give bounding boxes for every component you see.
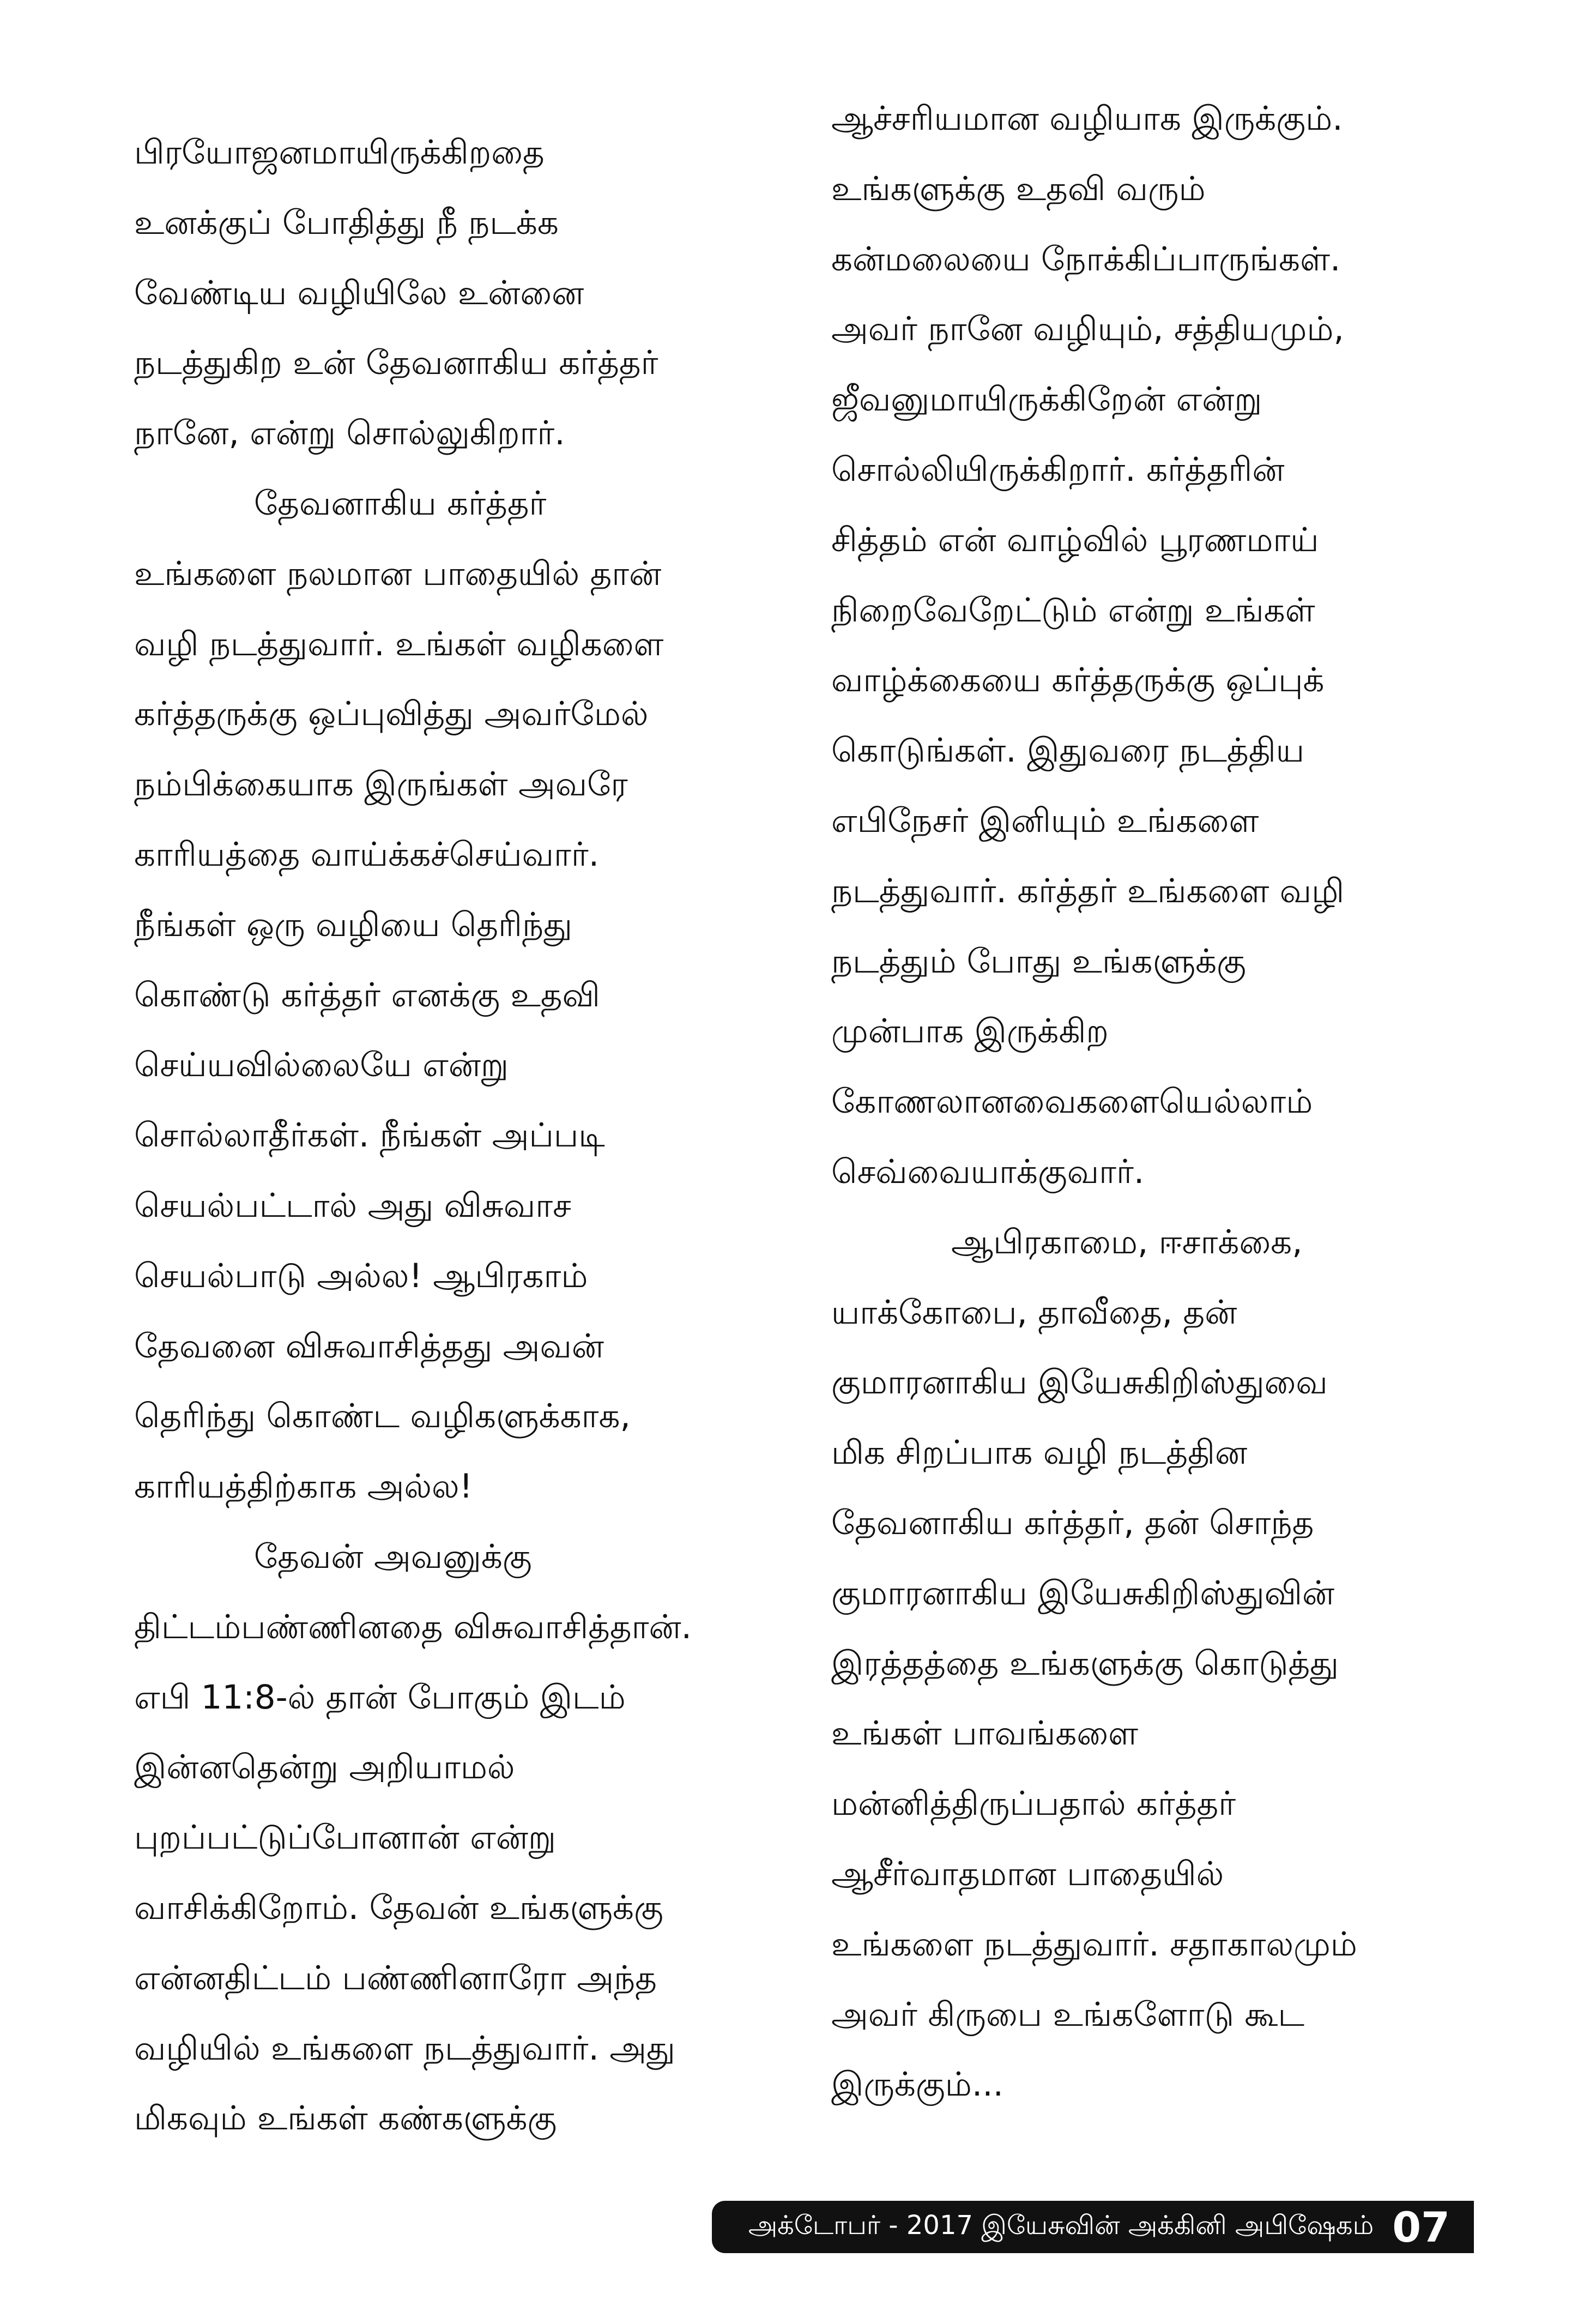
body-line: உங்களுக்கு உதவி வரும் xyxy=(831,169,1206,208)
body-line: நானே, என்று சொல்லுகிறார். xyxy=(134,414,565,453)
body-line: நடத்துவார். கர்த்தர் உங்களை வழி xyxy=(831,871,1345,910)
body-line: என்னதிட்டம் பண்ணினாரோ அந்த xyxy=(134,1958,657,1997)
footer-title: அக்டோபர் - 2017 இயேசுவின் அக்கினி அபிஷேகம் xyxy=(748,2210,1374,2241)
paragraph-start-line: ஆபிரகாமை, ஈசாக்கை, xyxy=(951,1222,1303,1261)
body-line: வாழ்க்கையை கர்த்தருக்கு ஒப்புக் xyxy=(831,661,1325,700)
body-line: வேண்டிய வழியிலே உன்னை xyxy=(134,273,584,312)
body-line: சித்தம் என் வாழ்வில் பூரணமாய் xyxy=(831,520,1319,559)
paragraph-start-line: தேவன் அவனுக்கு xyxy=(254,1537,532,1576)
body-line: நிறைவேறேட்டும் என்று உங்கள் xyxy=(831,590,1315,630)
page-number: 07 xyxy=(1392,2202,1450,2251)
body-line: உங்களை நலமான பாதையில் தான் xyxy=(134,554,662,593)
body-line: இரத்தத்தை உங்களுக்கு கொடுத்து xyxy=(831,1644,1339,1683)
body-line: மிகவும் உங்கள் கண்களுக்கு xyxy=(134,2099,557,2138)
body-line: உங்களை நடத்துவார். சதாகாலமும் xyxy=(831,1924,1357,1964)
body-line: எபிநேசர் இனியும் உங்களை xyxy=(831,801,1259,840)
body-line: செவ்வையாக்குவார். xyxy=(831,1152,1145,1191)
body-line: கர்த்தருக்கு ஒப்புவித்து அவர்மேல் xyxy=(134,695,649,734)
body-line: இன்னதென்று அறியாமல் xyxy=(134,1748,515,1787)
body-line: நம்பிக்கையாக இருங்கள் அவரே xyxy=(134,765,628,804)
body-line: செயல்பட்டால் அது விசுவாச xyxy=(134,1186,571,1225)
body-line: நடத்துகிற உன் தேவனாகிய கர்த்தர் xyxy=(134,343,658,383)
body-line: அவர் கிருபை உங்களோடு கூட xyxy=(831,1995,1305,2034)
body-line: தேவனாகிய கர்த்தர், தன் சொந்த xyxy=(831,1503,1314,1542)
body-line: தெரிந்து கொண்ட வழிகளுக்காக, xyxy=(134,1397,631,1436)
body-line: செய்யவில்லையே என்று xyxy=(134,1046,509,1085)
body-line: குமாரனாகிய இயேசுகிறிஸ்துவின் xyxy=(831,1573,1335,1613)
body-line: ஆசீர்வாதமான பாதையில் xyxy=(831,1854,1224,1893)
body-line: குமாரனாகிய இயேசுகிறிஸ்துவை xyxy=(831,1363,1328,1402)
body-line: ஆச்சரியமான வழியாக இருக்கும். xyxy=(831,99,1343,138)
body-line: சொல்லியிருக்கிறார். கர்த்தரின் xyxy=(831,450,1285,489)
body-line: கோணலானவைகளையெல்லாம் xyxy=(831,1082,1313,1121)
body-line: நடத்தும் போது உங்களுக்கு xyxy=(831,941,1247,981)
body-line: மிக சிறப்பாக வழி நடத்தின xyxy=(831,1433,1248,1472)
body-line: வழியில் உங்களை நடத்துவார். அது xyxy=(134,2029,675,2068)
page-footer xyxy=(712,2201,1474,2253)
left-column xyxy=(134,118,805,2154)
body-line: காரியத்திற்காக அல்ல! xyxy=(134,1467,473,1506)
body-line: அவர் நானே வழியும், சத்தியமும், xyxy=(831,310,1344,349)
body-line: திட்டம்பண்ணினதை விசுவாசித்தான். xyxy=(134,1607,692,1646)
body-line: காரியத்தை வாய்க்கச்செய்வார். xyxy=(134,835,600,874)
body-line: இருக்கும்... xyxy=(831,2065,1003,2104)
body-line: நீங்கள் ஒரு வழியை தெரிந்து xyxy=(134,905,572,944)
body-line: கொண்டு கர்த்தர் எனக்கு உதவி xyxy=(134,975,600,1015)
body-line: கொடுங்கள். இதுவரை நடத்திய xyxy=(831,731,1305,770)
body-line: யாக்கோபை, தாவீதை, தன் xyxy=(831,1293,1237,1332)
body-line: தேவனை விசுவாசித்தது அவன் xyxy=(134,1326,604,1366)
body-line: கன்மலையை நோக்கிப்பாருங்கள். xyxy=(831,239,1341,279)
body-line: உனக்குப் போதித்து நீ நடக்க xyxy=(134,203,559,242)
body-line: பிரயோஜனமாயிருக்கிறதை xyxy=(134,133,545,172)
body-line: ஜீவனுமாயிருக்கிறேன் என்று xyxy=(831,380,1262,419)
body-line: செயல்பாடு அல்ல! ஆபிரகாம் xyxy=(134,1256,588,1295)
right-column xyxy=(831,84,1502,2120)
body-line: சொல்லாதீர்கள். நீங்கள் அப்படி xyxy=(134,1116,605,1155)
body-line: உங்கள் பாவங்களை xyxy=(831,1714,1139,1753)
body-line: புறப்பட்டுப்போனான் என்று xyxy=(134,1818,556,1857)
paragraph-start-line: தேவனாகிய கர்த்தர் xyxy=(254,484,547,523)
body-line: எபி 11:8-ல் தான் போகும் இடம் xyxy=(134,1677,626,1717)
body-line: வாசிக்கிறோம். தேவன் உங்களுக்கு xyxy=(134,1888,663,1927)
body-line: மன்னித்திருப்பதால் கர்த்தர் xyxy=(831,1784,1236,1824)
body-line: முன்பாக இருக்கிற xyxy=(831,1012,1109,1051)
body-line: வழி நடத்துவார். உங்கள் வழிகளை xyxy=(134,624,664,663)
